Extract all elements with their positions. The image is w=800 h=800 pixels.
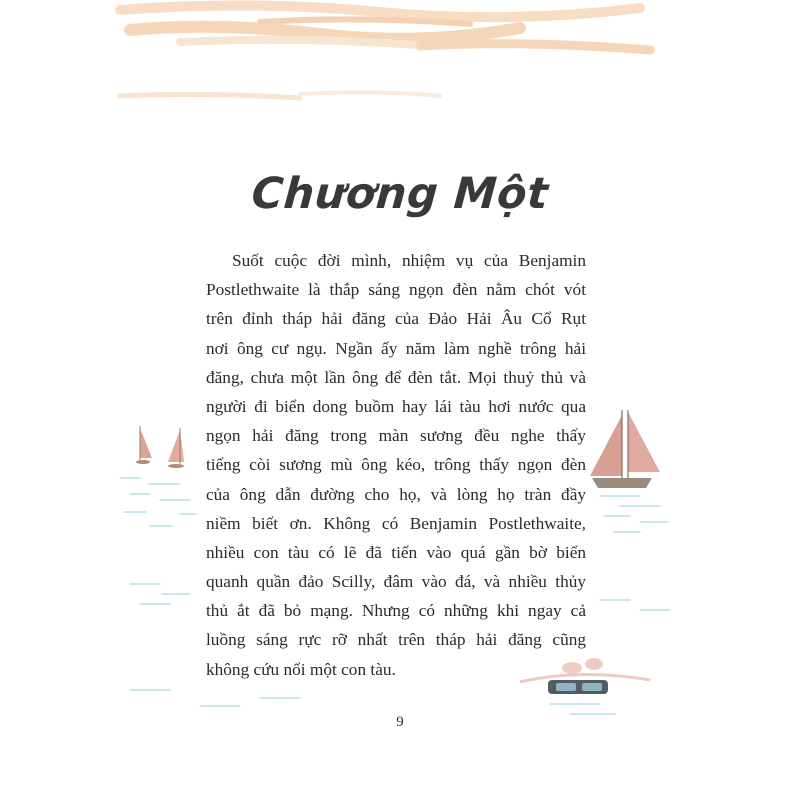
text-line: quanh quần đảo Scilly, đâm vào đá, và nhiều thủy <box>206 572 586 592</box>
text-line: người đi biển dong buồm hay lái tàu hơi nước qua <box>206 396 586 416</box>
text-line: nhiều con tàu có lẽ đã tiến vào quá gần bờ biển <box>206 542 586 562</box>
large-sailboat-illustration <box>590 410 660 488</box>
text-line: thủ ắt đã bỏ mạng. Nhưng có những khi ngay cả <box>206 601 586 621</box>
text-line: tiếng còi sương mù ông kéo, trông thấy ngọn đèn <box>206 455 586 475</box>
text-line: Postlethwaite là thắp sáng ngọn đèn nằm chót vót <box>206 280 586 300</box>
text-line: trên đỉnh tháp hải đăng của Đảo Hải Âu Cổ Rụt <box>206 309 586 329</box>
text-line: ngọn hải đăng trong màn sương đều nghe thấy <box>206 426 586 446</box>
text-line: Suốt cuộc đời mình, nhiệm vụ của Benjamin <box>232 251 586 270</box>
text-line: không cứu nổi một con tàu. <box>206 659 396 679</box>
chapter-title: Chương Một <box>249 168 551 219</box>
chapter-body <box>206 246 586 684</box>
page-number: 9 <box>396 714 404 730</box>
water-left-illustration <box>120 478 196 604</box>
water-right-illustration <box>600 496 670 610</box>
text-line: nơi ông cư ngụ. Ngần ấy năm làm nghề trông hải <box>206 338 586 358</box>
text-line: của ông dẫn đường cho họ, và lòng họ tràn đầy <box>206 484 586 504</box>
sky-strokes-illustration <box>120 5 650 98</box>
text-line: luồng sáng rực rỡ nhất trên tháp hải đăng cũng <box>206 630 586 650</box>
water-bottom-illustration <box>130 690 615 714</box>
text-line: đăng, chưa một lần ông để đèn tắt. Mọi thuỷ thủ và <box>206 367 586 387</box>
text-line: niềm biết ơn. Không có Benjamin Postlethwaite, <box>206 513 586 533</box>
small-sailboats-illustration <box>136 426 184 468</box>
